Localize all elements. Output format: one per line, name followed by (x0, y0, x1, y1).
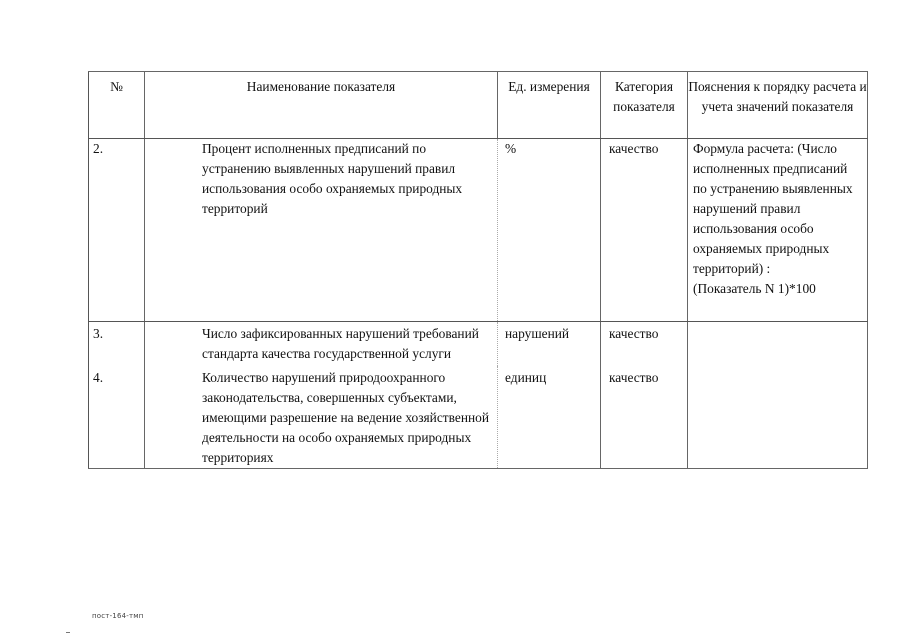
table-row (89, 139, 868, 322)
row-unit: нарушений (498, 322, 601, 367)
row-notes-formula: (Показатель N 1)*100 (693, 281, 816, 296)
row-num: 4. (89, 366, 145, 469)
table-row (89, 322, 868, 367)
row-num: 2. (89, 139, 145, 322)
row-notes (688, 322, 868, 367)
header-name: Наименование показателя (145, 72, 498, 139)
row-category: качество (601, 366, 688, 469)
header-num: № (89, 72, 145, 139)
row-name: Число зафиксированных нарушений требований стандарта качества государственной услуги (145, 322, 498, 367)
row-name: Количество нарушений природоохранного законодательства, совершенных субъектами, имеющими разрешение на ведение хозяйственной деятельности на особо охраняемых природных территориях (145, 366, 498, 469)
row-notes (688, 139, 868, 322)
table-row (89, 366, 868, 469)
header-category: Категория показателя (601, 72, 688, 139)
header-unit: Ед. измерения (498, 72, 601, 139)
header-notes: Пояснения к порядку расчета и учета значений показателя (688, 72, 868, 139)
row-unit: % (498, 139, 601, 322)
footer-file-mark: пост-164-тмп (92, 612, 144, 620)
row-notes-text: Формула расчета: (Число исполненных предписаний по устранению выявленных нарушений правил использования особо охраняемых природных территорий) : (693, 141, 853, 276)
row-category: качество (601, 322, 688, 367)
row-unit: единиц (498, 366, 601, 469)
scan-artifact (66, 632, 70, 633)
row-notes (688, 366, 868, 469)
table-header-row (89, 72, 868, 139)
indicators-table (88, 71, 868, 469)
row-name: Процент исполненных предписаний по устранению выявленных нарушений правил использования особо охраняемых природных территорий (145, 139, 498, 322)
row-category: качество (601, 139, 688, 322)
row-num: 3. (89, 322, 145, 367)
